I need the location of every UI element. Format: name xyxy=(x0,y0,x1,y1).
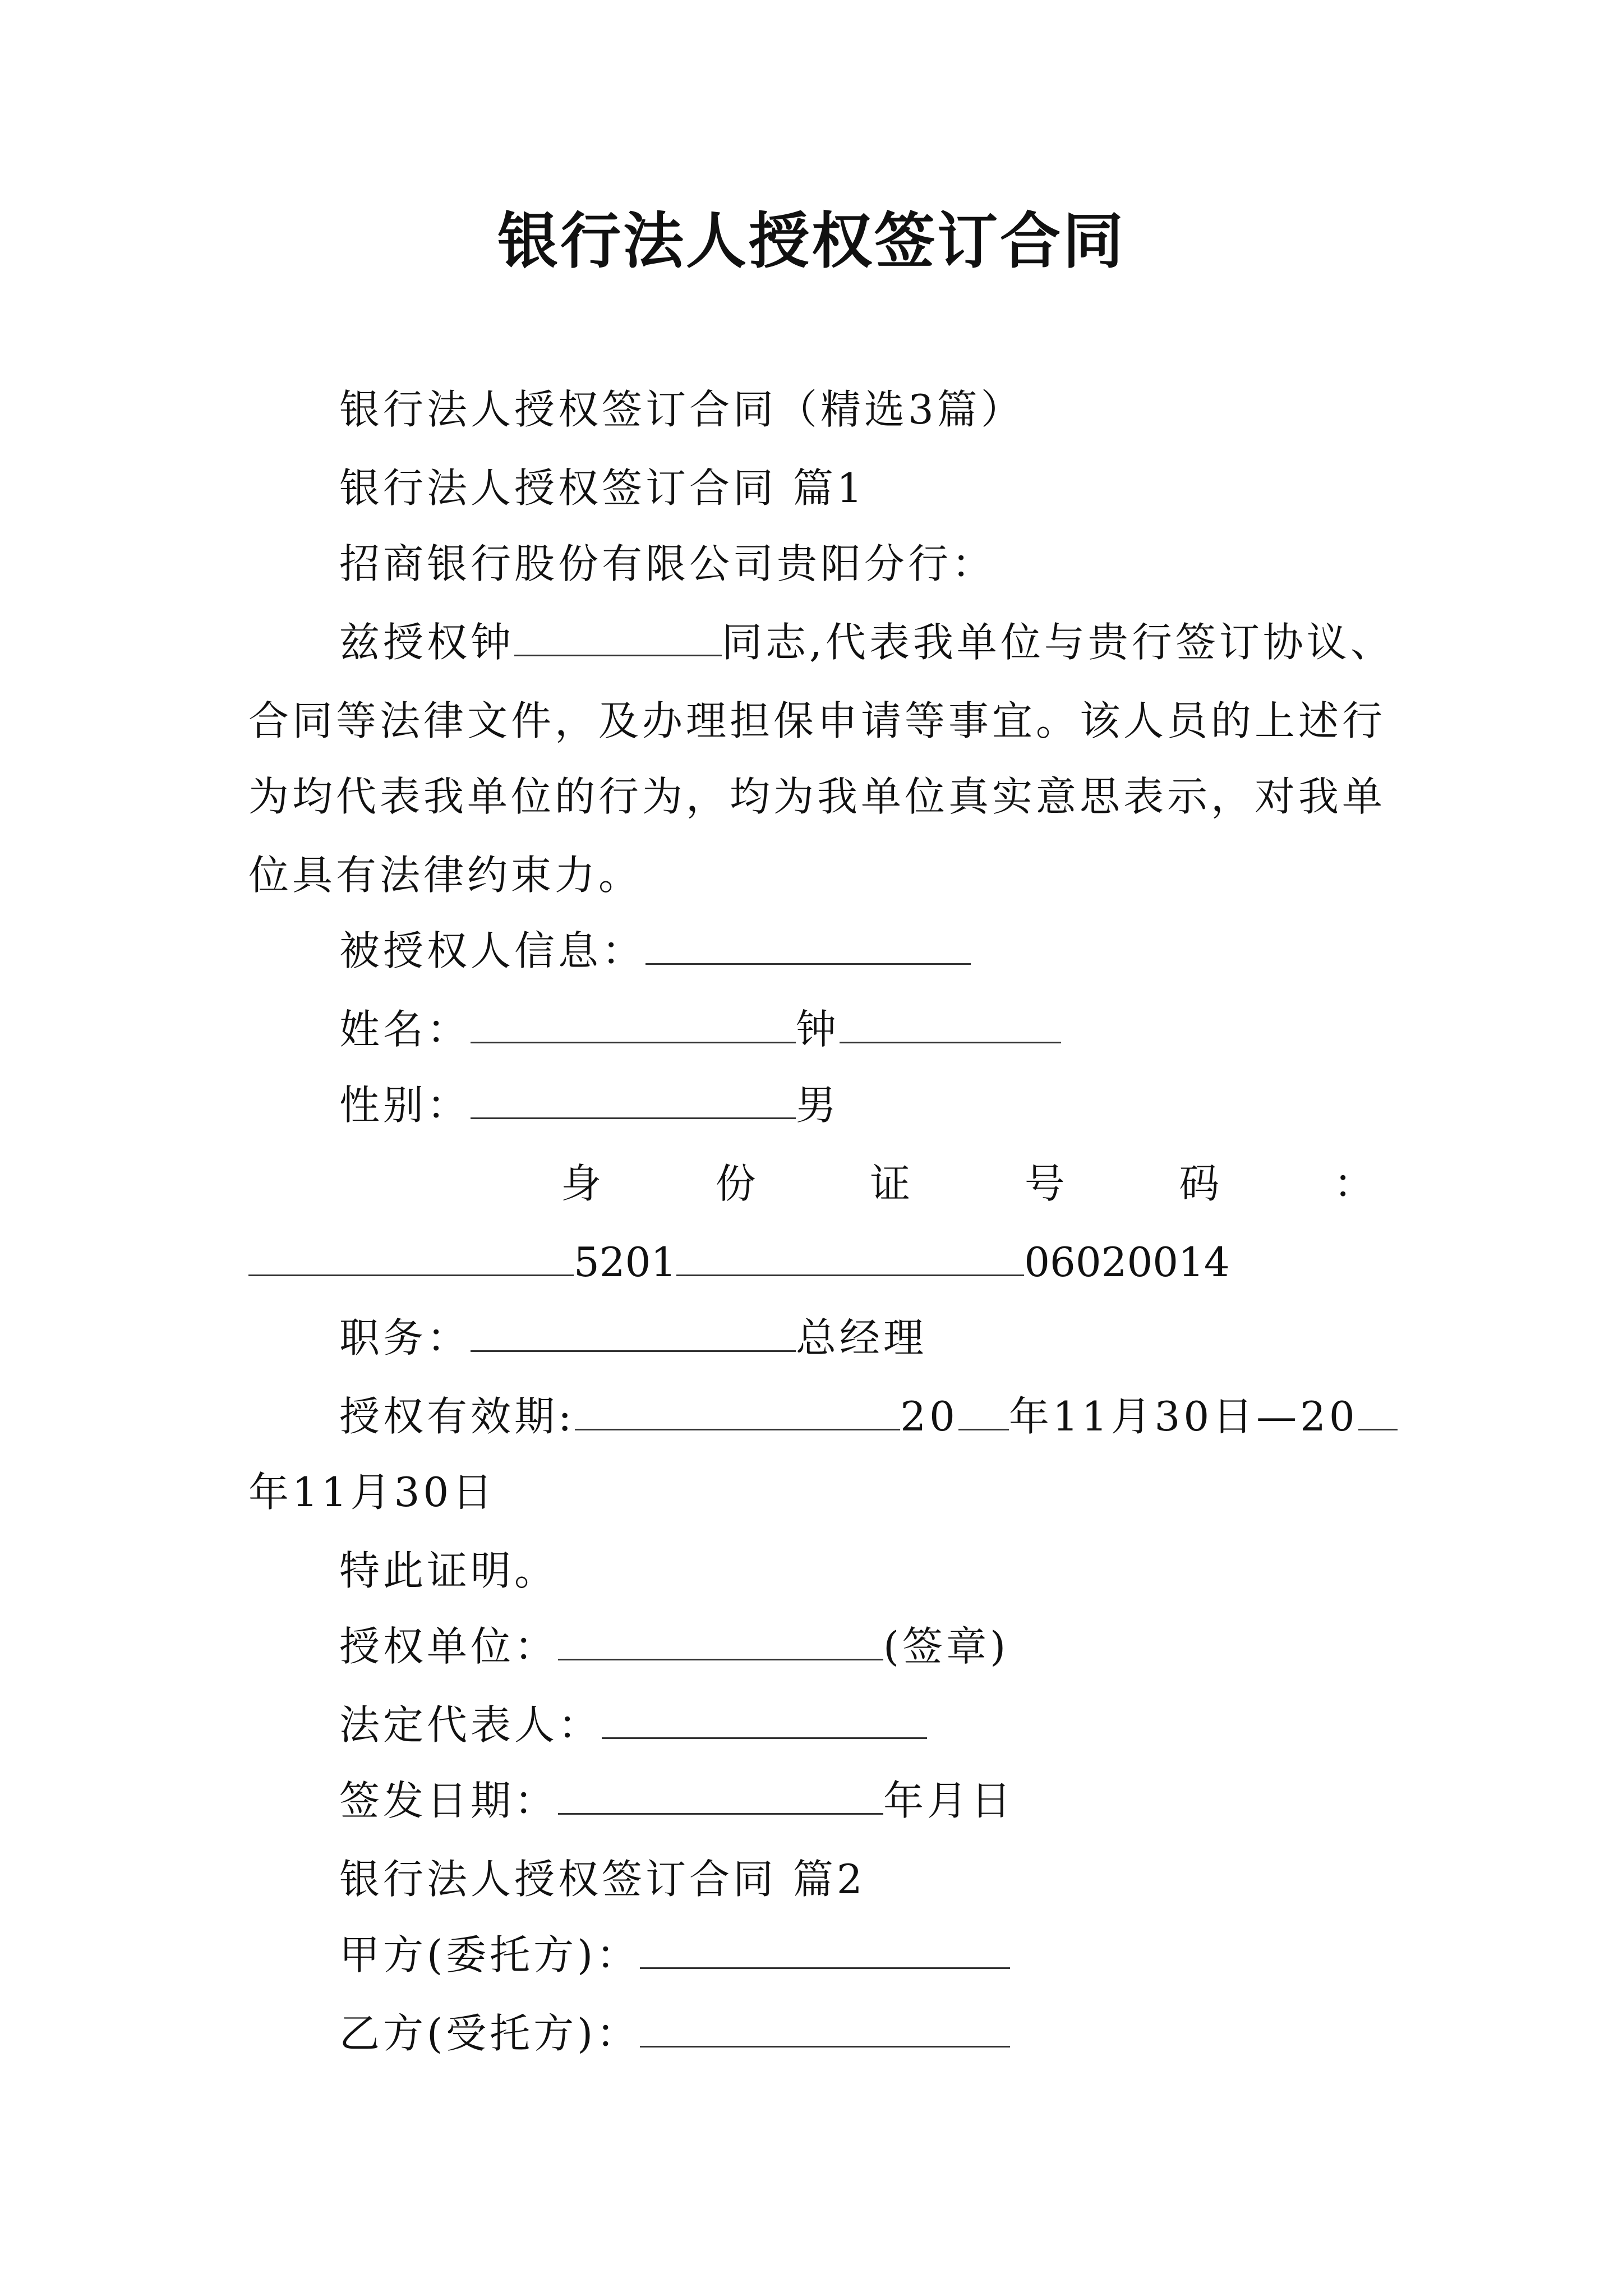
name-label: 姓名： xyxy=(339,1006,471,1053)
gender-label: 性别： xyxy=(339,1082,471,1129)
issue-date-row xyxy=(339,1773,1015,1829)
certify-text: 特此证明。 xyxy=(339,1547,559,1594)
validity-blank-2 xyxy=(958,1389,1009,1430)
party-b-label: 乙方(受托方)： xyxy=(339,2010,640,2057)
unit-seal: (签章) xyxy=(883,1623,1009,1670)
issue-date-suffix: 年月日 xyxy=(883,1777,1015,1824)
authorization-paragraph-line4: 位具有法律约束力。 xyxy=(248,852,643,899)
issue-date-label: 签发日期： xyxy=(339,1777,559,1824)
document-subtitle: 银行法人授权签订合同（精选3篇） xyxy=(339,386,1025,433)
validity-line2: 年11月30日 xyxy=(248,1469,496,1516)
id-part2: 06020014 xyxy=(1024,1239,1230,1286)
party-a-label: 甲方(委托方)： xyxy=(339,1931,640,1978)
authorizing-unit-row xyxy=(339,1618,1009,1674)
name-row xyxy=(339,1001,1061,1057)
id-char-1: 身 xyxy=(561,1160,602,1207)
party-b-blank xyxy=(640,2007,1010,2047)
party-a-row xyxy=(339,1927,1010,1983)
grantee-info-row xyxy=(339,923,971,979)
section1-heading: 银行法人授权签订合同 篇1 xyxy=(339,464,866,512)
unit-blank xyxy=(558,1619,883,1660)
gender-row xyxy=(339,1077,840,1133)
id-part1: 5201 xyxy=(574,1239,677,1286)
id-char-6: ： xyxy=(1333,1160,1374,1207)
position-value: 总经理 xyxy=(796,1314,928,1361)
name-blank-2 xyxy=(840,1002,1061,1043)
addressee: 招商银行股份有限公司贵阳分行： xyxy=(339,540,996,587)
validity-blank-1 xyxy=(575,1389,900,1430)
legal-rep-blank xyxy=(602,1698,927,1739)
id-blank-1 xyxy=(248,1235,574,1276)
position-blank xyxy=(471,1311,796,1352)
id-char-2: 份 xyxy=(715,1160,756,1207)
position-row xyxy=(339,1310,927,1366)
grantee-name-blank xyxy=(514,615,722,656)
id-char-3: 证 xyxy=(870,1160,911,1207)
grantee-info-label: 被授权人信息： xyxy=(339,927,646,974)
document-title: 银行法人授权签订合同 xyxy=(497,206,1126,277)
para1-start: 兹授权钟 xyxy=(339,619,515,666)
id-blank-2 xyxy=(676,1235,1024,1276)
authorization-paragraph-line1 xyxy=(339,614,1394,670)
legal-representative-row xyxy=(339,1697,927,1753)
validity-label: 授权有效期: xyxy=(339,1393,575,1440)
id-number-row xyxy=(248,1234,1230,1290)
gender-value: 男 xyxy=(796,1082,840,1129)
grantee-info-blank xyxy=(645,924,971,965)
id-number-label-row xyxy=(561,1156,1374,1212)
name-blank xyxy=(471,1002,796,1043)
validity-text2: 年11月30日—20 xyxy=(1008,1393,1358,1440)
authorization-paragraph-line2: 合同等法律文件，及办理担保申请等事宜。该人员的上述行 xyxy=(248,697,1386,744)
validity-blank-3 xyxy=(1358,1389,1398,1430)
section2-heading: 银行法人授权签订合同 篇2 xyxy=(339,1856,866,1903)
party-a-blank xyxy=(640,1928,1010,1969)
gender-blank xyxy=(471,1078,796,1119)
legal-rep-label: 法定代表人： xyxy=(339,1701,602,1749)
authorization-paragraph-line3: 为均代表我单位的行为，均为我单位真实意思表示，对我单 xyxy=(248,773,1386,820)
id-char-4: 号 xyxy=(1024,1160,1065,1207)
party-b-row xyxy=(339,2005,1010,2062)
validity-row xyxy=(339,1388,1398,1444)
id-char-5: 码 xyxy=(1179,1160,1220,1207)
unit-label: 授权单位： xyxy=(339,1623,559,1670)
issue-date-blank xyxy=(558,1774,883,1815)
name-value: 钟 xyxy=(796,1006,840,1053)
validity-text1: 20 xyxy=(900,1393,958,1440)
position-label: 职务： xyxy=(339,1314,471,1361)
para1-cont: 同志,代表我单位与贵行签订协议、 xyxy=(722,619,1394,666)
